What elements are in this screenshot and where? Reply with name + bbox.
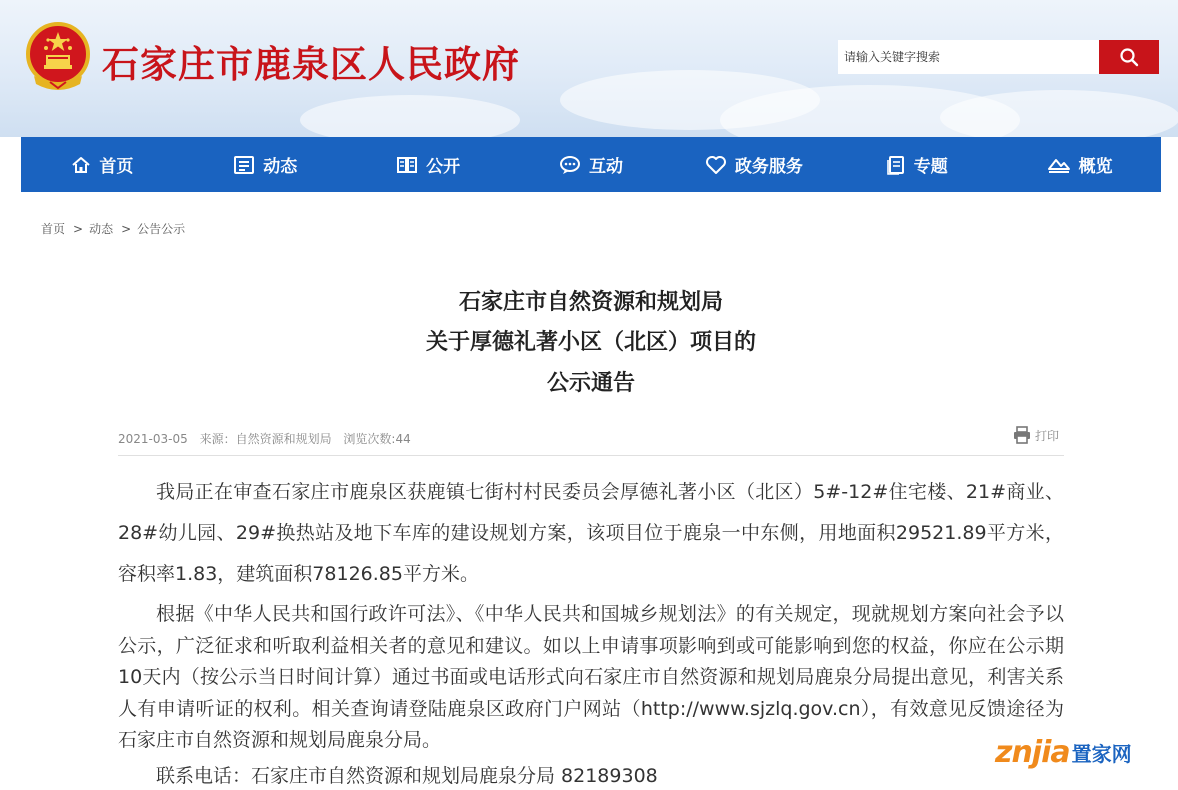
article-meta bbox=[118, 430, 419, 447]
watermark-latin: znjia bbox=[995, 735, 1070, 770]
nav-item-label: 首页 bbox=[99, 157, 134, 177]
article-title-line-1: 石家庄市自然资源和规划局 bbox=[458, 290, 723, 315]
main-nav bbox=[21, 137, 1161, 192]
article-paragraph: 我局正在审查石家庄市鹿泉区获鹿镇七街村村民委员会厚德礼著小区（北区）5#-12#住宅楼、21#商业、28#幼儿园、29#换热站及地下车库的建设规划方案，该项目位于鹿泉一中东侧，用地面积29521.89平方米，容积率1.83，建筑面积78126.85平方米。 bbox=[118, 481, 1064, 585]
watermark-chinese: 置家网 bbox=[1071, 742, 1132, 766]
breadcrumb-separator: > bbox=[121, 221, 132, 236]
divider bbox=[118, 455, 1064, 456]
nav-item-label: 概览 bbox=[1078, 157, 1113, 177]
nav-item-label: 动态 bbox=[263, 157, 298, 177]
nav-item-label: 政务服务 bbox=[734, 157, 803, 177]
breadcrumb-notices[interactable]: 公告公示 bbox=[137, 222, 186, 236]
landscape-icon bbox=[1047, 155, 1071, 175]
national-emblem-icon bbox=[24, 18, 92, 94]
nav-item-open[interactable] bbox=[347, 137, 510, 192]
article-body bbox=[118, 472, 1064, 790]
article-contact: 联系电话：石家庄市自然资源和规划局鹿泉分局 82189308 bbox=[156, 764, 658, 787]
document-icon bbox=[886, 155, 906, 175]
nav-item-home[interactable] bbox=[21, 137, 184, 192]
breadcrumb-separator: > bbox=[73, 221, 84, 236]
article-source: 来源：自然资源和规划局 bbox=[199, 432, 332, 446]
print-label: 打印 bbox=[1035, 428, 1060, 443]
nav-item-interact[interactable] bbox=[510, 137, 673, 192]
site-title: 石家庄市鹿泉区人民政府 bbox=[102, 43, 520, 86]
search-input[interactable] bbox=[838, 40, 1099, 74]
article-title-line-3: 公示通告 bbox=[546, 371, 635, 396]
nav-item-label: 专题 bbox=[913, 157, 948, 177]
nav-item-label: 互动 bbox=[589, 157, 623, 177]
breadcrumb-news[interactable]: 动态 bbox=[89, 222, 114, 236]
book-icon bbox=[396, 155, 418, 175]
nav-item-label: 公开 bbox=[426, 157, 461, 177]
print-button[interactable] bbox=[1013, 426, 1059, 444]
article-date: 2021-03-05 bbox=[118, 432, 188, 446]
watermark-logo bbox=[995, 735, 1132, 770]
breadcrumb-home[interactable]: 首页 bbox=[41, 222, 66, 236]
nav-item-news[interactable] bbox=[184, 137, 347, 192]
nav-item-services[interactable] bbox=[672, 137, 835, 192]
printer-icon bbox=[1013, 426, 1031, 444]
news-icon bbox=[233, 155, 255, 175]
article-paragraph: 根据《中华人民共和国行政许可法》、《中华人民共和国城乡规划法》的有关规定，现就规划方案向社会予以公示，广泛征求和听取利益相关者的意见和建议。如以上申请事项影响到或可能影响到您的权益，你应在公示期10天内（按公示当日时间计算）通过书面或电话形式向石家庄市自然资源和规划局鹿泉分局提出意见，利害关系人有申请听证的权利。相关查询请登陆鹿泉区政府门户网站（http://www.sjzlq.gov.cn），有效意见反馈途径为石家庄市自然资源和规划局鹿泉分局。 bbox=[118, 603, 1064, 751]
nav-item-topics[interactable] bbox=[835, 137, 998, 192]
article-views: 浏览次数:44 bbox=[343, 432, 411, 446]
home-icon bbox=[71, 155, 91, 175]
nav-item-overview[interactable] bbox=[998, 137, 1161, 192]
chat-icon bbox=[559, 155, 581, 175]
breadcrumb bbox=[41, 220, 185, 237]
search-icon bbox=[1119, 47, 1139, 67]
search-button[interactable] bbox=[1099, 40, 1159, 74]
article-title-line-2: 关于厚德礼著小区（北区）项目的 bbox=[425, 330, 756, 355]
heart-icon bbox=[705, 155, 727, 175]
